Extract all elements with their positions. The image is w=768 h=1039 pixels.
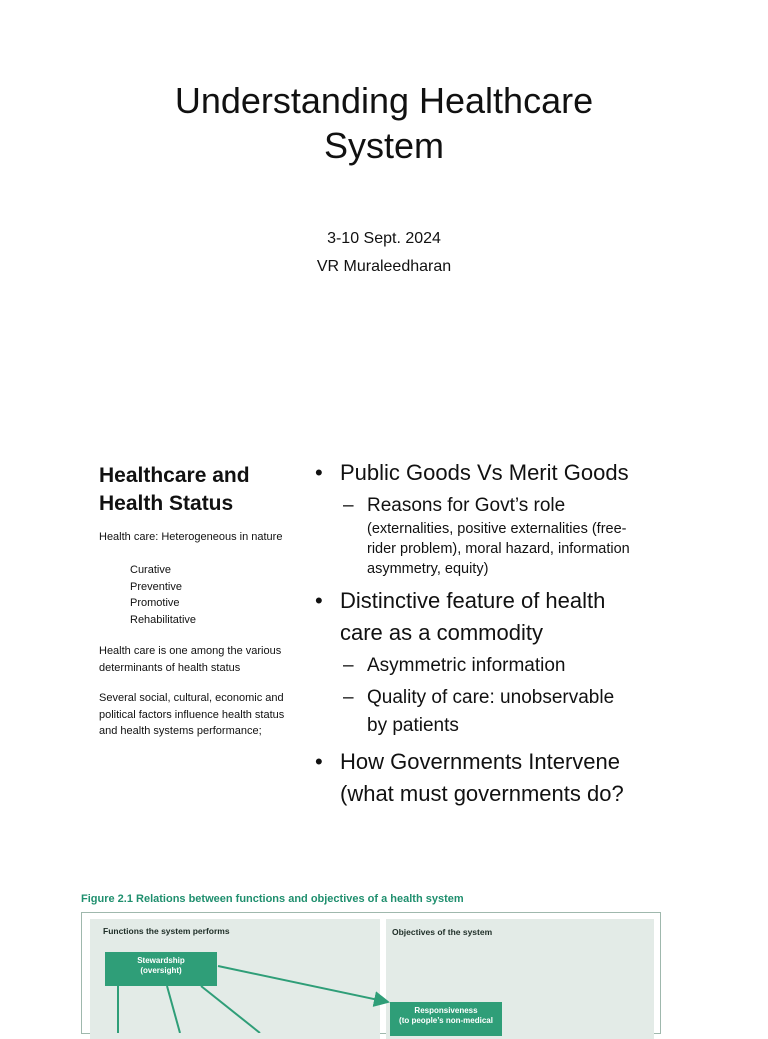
care-type-item: Promotive	[130, 597, 180, 609]
responsiveness-box	[390, 1002, 502, 1036]
factors-line: Several social, cultural, economic and	[99, 692, 284, 704]
care-type-item: Rehabilitative	[130, 613, 197, 626]
bullet-text	[340, 585, 605, 649]
detail-line: (externalities, positive externalities (free-	[367, 521, 627, 537]
bullet-glyph: •	[315, 460, 323, 485]
arrow-stewardship-down-2	[167, 986, 180, 1033]
dash-glyph: –	[343, 495, 354, 516]
sub-bullet-text: Asymmetric information	[367, 655, 566, 676]
detail-line: asymmetry, equity)	[367, 561, 489, 577]
bullet-line: How Governments Intervene	[340, 749, 621, 774]
stewardship-box	[105, 952, 217, 986]
factors-line: political factors influence health status	[99, 708, 285, 721]
responsiveness-line: (to people’s non-medical	[399, 1016, 493, 1025]
factors-text	[99, 690, 284, 740]
determinants-text	[99, 643, 281, 676]
sub-bullet-line: Quality of care: unobservable	[367, 687, 615, 708]
detail-line: rider problem), moral hazard, information	[367, 541, 630, 557]
bullet-line: (what must governments do?	[340, 781, 624, 806]
title-line-2: System	[323, 125, 445, 166]
slide-author: VR Muraleedharan	[316, 258, 452, 275]
responsiveness-line: Responsiveness	[414, 1006, 478, 1015]
factors-line: and health systems performance;	[99, 725, 262, 737]
arrow-stewardship-down-3	[201, 986, 260, 1033]
title-line-1: Understanding Healthcare	[174, 80, 594, 121]
figure-diagram	[81, 912, 661, 1034]
title-slide	[0, 0, 768, 400]
sub-bullet-text	[367, 684, 614, 740]
care-type-item: Curative	[130, 564, 171, 576]
bullet-line: Distinctive feature of health	[340, 588, 606, 613]
determinants-line: determinants of health status	[99, 661, 241, 674]
figure-title: Figure 2.1 Relations between functions and objectives of a health system	[81, 893, 464, 905]
dash-glyph: –	[343, 655, 354, 676]
healthcare-status-slide	[0, 400, 768, 850]
arrow-stewardship-responsiveness	[218, 966, 388, 1002]
bullet-glyph: •	[315, 749, 323, 774]
stewardship-line: Stewardship	[137, 956, 185, 965]
determinants-line: Health care is one among the various	[99, 645, 282, 657]
slide-title	[0, 78, 768, 168]
sub-bullet-text: Reasons for Govt’s role	[367, 495, 566, 516]
left-heading	[99, 462, 299, 518]
dash-glyph: –	[343, 687, 354, 708]
bullet-text: Public Goods Vs Merit Goods	[340, 460, 629, 485]
sub-bullet-line: by patients	[367, 715, 459, 736]
bullet-line: care as a commodity	[340, 620, 543, 645]
left-heading-line-1: Healthcare and	[99, 464, 250, 487]
bullet-glyph: •	[315, 588, 323, 613]
care-types-list	[130, 562, 196, 628]
left-heading-line-2: Health Status	[99, 492, 234, 515]
stewardship-line: (oversight)	[140, 966, 182, 975]
govt-role-detail	[367, 519, 630, 579]
figure-slide	[0, 850, 768, 1024]
objectives-panel-label: Objectives of the system	[392, 927, 493, 937]
functions-panel-label: Functions the system performs	[103, 926, 230, 936]
bullet-text	[340, 746, 624, 810]
care-type-item: Preventive	[130, 580, 182, 593]
slide-date: 3-10 Sept. 2024	[327, 230, 441, 247]
health-care-line: Health care: Heterogeneous in nature	[99, 531, 283, 543]
